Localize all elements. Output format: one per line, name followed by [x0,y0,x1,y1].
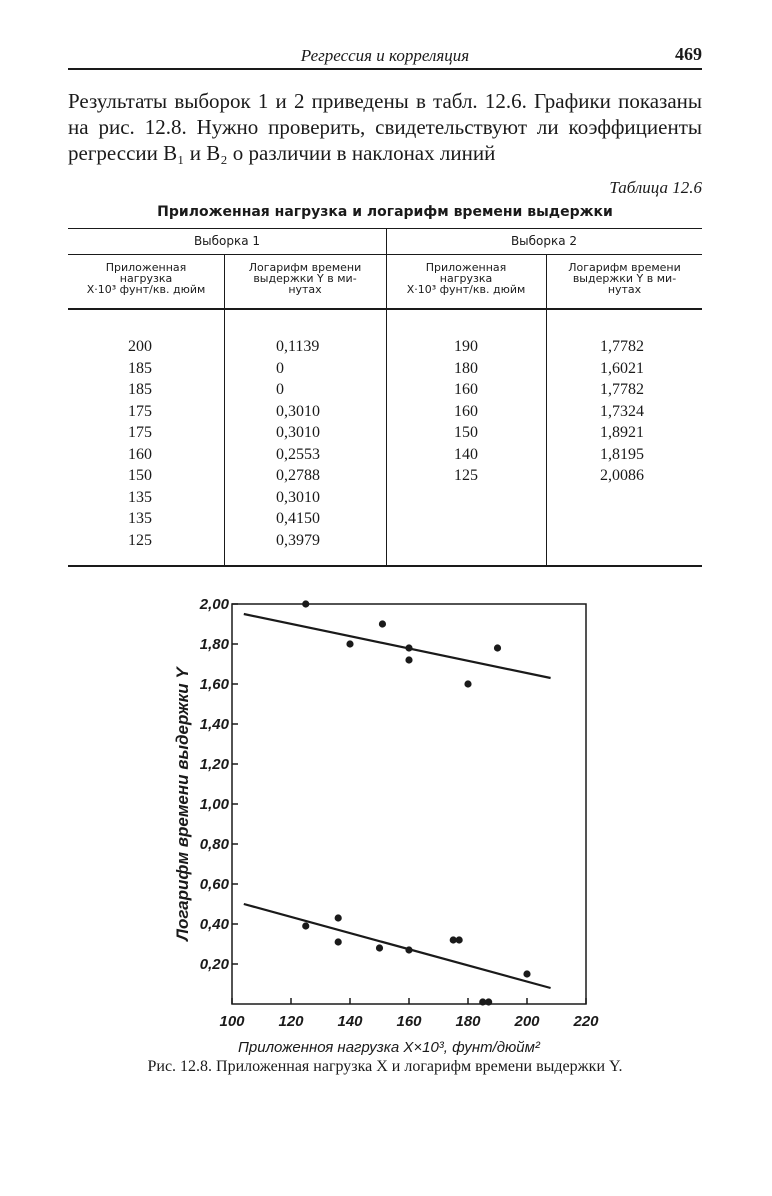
figure-caption: Рис. 12.8. Приложенная нагрузка X и логарифм времени выдержки Y. [147,1058,623,1075]
data-point [456,936,463,943]
col-header-x2: Приложенная нагрузка X·10³ фунт/кв. дюйм [406,261,526,296]
y-tick-label: 1,20 [199,756,229,773]
table-cell-x1: 125 [128,531,152,549]
table-cell-x2: 160 [454,402,478,420]
col-header-y1: Логарифм времени выдержки Y в ми- нутах [248,261,362,296]
y-tick-label: 2,00 [199,596,229,613]
body-paragraph: Результаты выборок 1 и 2 приведены в табл. 12.6. Графики показаны на рис. 12.8. Нужно проверить, свидетельствуют ли коэффициенты регрессии B₁ и B₂ о различии в наклонах линий [68,89,702,165]
data-point [405,656,412,663]
data-point [405,644,412,651]
x-tick-label: 180 [455,1013,481,1030]
scatter-chart [170,592,610,1062]
x-tick-label: 100 [219,1013,245,1030]
table-title: Приложенная нагрузка и логарифм времени выдержки [157,204,613,220]
running-title: Регрессия и корреляция [300,46,470,65]
x-tick-label: 200 [514,1013,540,1030]
data-point [335,938,342,945]
data-point [335,914,342,921]
sample1-y-column [276,336,320,551]
sample2-x-column [454,336,478,487]
table-cell-y2: 1,6021 [600,359,644,377]
table-cell-x2: 150 [454,424,478,441]
table-label: Таблица 12.6 [609,178,702,197]
table-cell-x2: 160 [454,381,478,398]
y-tick-label: 0,80 [199,836,229,853]
table-cell-y1: 0,2553 [276,445,320,463]
table-cell-y2: 2,0086 [600,467,644,484]
data-table [68,228,702,568]
col-header-y2: Логарифм времени выдержки Y в ми- нутах [568,261,681,296]
data-point [379,620,386,627]
page-number: 469 [675,44,702,64]
y-tick-label: 0,60 [199,876,229,893]
table-cell-y1: 0 [276,381,284,398]
y-axis-label: Логарифм времени выдержки Y [173,667,192,941]
regression-line [244,904,551,988]
table-cell-y1: 0,1139 [276,338,320,355]
table-cell-y1: 0 [276,359,284,377]
table-cell-y2: 1,7782 [600,381,644,398]
table-cell-x2: 190 [454,338,478,355]
table-bottom-rule [68,565,702,567]
data-point [376,944,383,951]
x-tick-label: 220 [573,1013,599,1030]
table-cell-y1: 0,3010 [276,402,320,420]
data-point [302,600,309,607]
table-cell-y1: 0,2788 [276,467,320,484]
data-point [464,680,471,687]
table-cell-x1: 175 [128,402,152,420]
sample1-x-column [128,336,152,551]
group-header-1: Выборка 1 [193,234,261,248]
table-cell-x2: 140 [454,445,478,463]
x-tick-label: 120 [278,1013,304,1030]
group-header-2: Выборка 2 [510,234,578,248]
plot-frame [232,604,586,1004]
header-rule [68,68,702,70]
table-cell-x1: 185 [128,359,152,377]
table-divider-1 [224,254,225,565]
table-cell-x1: 175 [128,424,152,441]
figure [170,592,610,1062]
data-point [494,644,501,651]
table-cell-x1: 135 [128,488,152,506]
data-point [485,998,492,1005]
table-cell-y1: 0,3010 [276,488,320,506]
table-cell-y1: 0,3010 [276,424,320,441]
data-point [346,640,353,647]
y-tick-label: 1,80 [199,636,229,653]
table-cell-y2: 1,7782 [600,338,644,355]
col-header-x1: Приложенная нагрузка X·10³ фунт/кв. дюйм [86,261,206,296]
table-cell-x1: 160 [128,445,152,463]
table-cell-y1: 0,3979 [276,531,320,549]
data-point [523,970,530,977]
y-tick-label: 0,20 [199,956,229,973]
table-divider-3 [546,254,547,565]
sample2-y-column [600,336,644,487]
table-cell-y2: 1,7324 [600,402,644,420]
x-tick-label: 140 [337,1013,363,1030]
table-cell-x2: 180 [454,359,478,377]
table-cell-x1: 185 [128,381,152,398]
running-head [68,44,702,68]
regression-line [244,614,551,678]
table-cell-x1: 200 [128,338,152,355]
x-axis-label: Приложенноя нагрузка X×10³, фунт/дюйм² [238,1039,540,1056]
y-tick-label: 1,00 [199,796,229,813]
table-top-rule [68,228,702,229]
table-cell-y1: 0,4150 [276,510,320,527]
table-cell-y2: 1,8921 [600,424,644,441]
table-cell-x2: 125 [454,467,478,484]
table-group-rule [68,254,702,255]
y-tick-label: 1,40 [199,716,229,733]
data-point [302,922,309,929]
table-cell-x1: 150 [128,467,152,484]
y-tick-label: 1,60 [199,676,229,693]
x-tick-label: 160 [396,1013,422,1030]
data-point [405,946,412,953]
table-cell-y2: 1,8195 [600,445,644,463]
table-cell-x1: 135 [128,510,152,527]
table-header-rule [68,308,702,310]
y-tick-label: 0,40 [199,916,229,933]
